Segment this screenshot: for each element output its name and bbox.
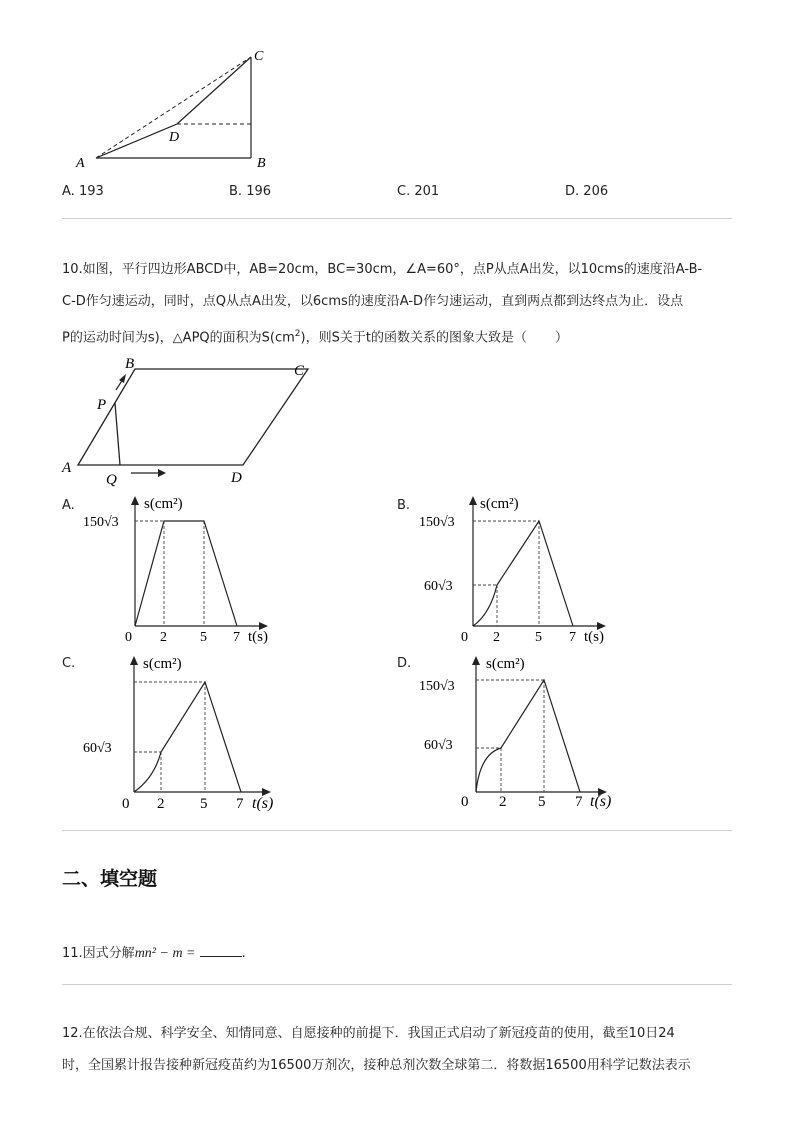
q10-option-c-letter[interactable]: C. <box>62 656 76 671</box>
q10-graph-d-xlabel: t(s) <box>590 793 612 810</box>
q10-line3-pre: P的运动时间为s)，△APQ的面积为S(cm <box>62 330 295 346</box>
q10-graph-a-xlabel: t(s) <box>248 629 268 645</box>
q10-graph-d[interactable] <box>416 648 626 818</box>
q10-graph-c-tick7: 7 <box>236 796 244 812</box>
q10-graph-c-tick2: 2 <box>157 796 165 812</box>
q10-graph-d-tick2: 2 <box>499 794 507 810</box>
q10-graph-c-tick5: 5 <box>200 796 208 812</box>
q10-graph-a-tick2: 2 <box>160 630 167 645</box>
q11-suffix: . <box>241 946 246 961</box>
q10-graph-d-tick5: 5 <box>538 794 546 810</box>
divider-2 <box>62 830 732 831</box>
q12-text-line2: 时，全国累计报告接种新冠疫苗约为16500万剂次，接种总剂次数全球第二．将数据16500用科学记数法表示 <box>62 1058 691 1073</box>
section-title: 二、填空题 <box>62 868 158 890</box>
q10-label-b: B <box>125 356 135 372</box>
q10-graph-b-ylabel: s(cm²) <box>480 496 519 512</box>
q9-option-c-value: 201 <box>414 184 440 199</box>
q10-graph-a-max: 150√3 <box>83 515 119 530</box>
q10-label-p: P <box>97 397 107 413</box>
q9-label-c: C <box>254 49 264 64</box>
q10-text-line3 <box>62 326 568 346</box>
q10-text-line1: 10.如图，平行四边形ABCD中，AB=20cm，BC=30cm，∠A=60°，点P从点A出发，以10cms的速度沿A-B- <box>62 262 703 277</box>
q9-option-b[interactable] <box>229 184 271 199</box>
q10-graph-b-xlabel: t(s) <box>584 629 604 645</box>
q10-label-a: A <box>62 460 72 476</box>
q10-graph-d-mid: 60√3 <box>424 738 453 753</box>
q10-graph-a-tick7: 7 <box>233 630 240 645</box>
q12-text-line1: 12.在依法合规、科学安全、知情同意、自愿接种的前提下．我国正式启动了新冠疫苗的使用，截至10日24 <box>62 1026 675 1041</box>
q10-label-c: C <box>294 363 305 379</box>
q10-graph-a-ylabel: s(cm²) <box>144 496 183 512</box>
q10-line3-post: )，则S关于t的函数关系的图象大致是（ <box>300 330 527 346</box>
q11-expression: mn² − m = <box>134 946 196 961</box>
q10-graph-b-max: 150√3 <box>419 515 455 530</box>
q10-graph-c-tick0: 0 <box>122 796 130 812</box>
q9-label-b: B <box>257 156 266 171</box>
q10-option-a-letter[interactable]: A. <box>62 498 75 513</box>
q10-graph-c-ylabel: s(cm²) <box>143 656 182 672</box>
q10-option-d-letter[interactable]: D. <box>397 656 412 671</box>
q9-option-c[interactable] <box>397 184 439 199</box>
q9-option-a-value: 193 <box>78 184 104 199</box>
q10-parallelogram-figure <box>58 352 318 488</box>
q10-graph-a[interactable] <box>80 490 290 650</box>
q10-graph-d-max: 150√3 <box>419 679 455 694</box>
q10-graph-b[interactable] <box>416 490 626 650</box>
q9-option-d[interactable] <box>565 184 608 199</box>
q9-label-d: D <box>169 130 180 145</box>
q10-graph-c-mid: 60√3 <box>83 741 112 756</box>
q10-label-q: Q <box>106 472 117 488</box>
q11-text <box>62 944 246 962</box>
q9-option-b-letter: B. <box>229 184 243 199</box>
q9-option-a[interactable] <box>62 184 104 199</box>
q9-triangle-figure <box>70 44 280 174</box>
q10-graph-d-tick0: 0 <box>461 794 469 810</box>
q9-option-b-value: 196 <box>246 184 272 199</box>
q10-option-b-letter[interactable]: B. <box>397 498 411 513</box>
q10-graph-b-mid: 60√3 <box>424 579 453 594</box>
q9-option-d-letter: D. <box>565 184 580 199</box>
q11-prefix: 11.因式分解 <box>62 946 135 961</box>
divider-3 <box>62 984 732 985</box>
q9-option-d-value: 206 <box>583 184 609 199</box>
q10-text-line2: C-D作匀速运动，同时，点Q从点A出发，以6cms的速度沿A-D作匀速运动，直到两点都到达终点为止．设点 <box>62 294 684 309</box>
q9-label-a: A <box>76 156 85 171</box>
q10-line3-close: ） <box>554 330 568 346</box>
divider-1 <box>62 218 732 219</box>
q10-graph-b-tick2: 2 <box>493 630 500 645</box>
q10-graph-d-ylabel: s(cm²) <box>486 656 525 672</box>
q9-option-a-letter: A. <box>62 184 75 199</box>
q10-graph-c-xlabel: t(s) <box>252 795 274 812</box>
q10-graph-c[interactable] <box>80 648 290 818</box>
q10-graph-d-tick7: 7 <box>575 794 583 810</box>
q10-graph-b-tick0: 0 <box>461 630 468 645</box>
q10-label-d: D <box>231 470 242 486</box>
q10-graph-b-tick7: 7 <box>569 630 576 645</box>
q10-line3-sup: 2 <box>294 329 301 339</box>
q9-option-c-letter: C. <box>397 184 411 199</box>
q11-answer-blank[interactable] <box>200 944 242 957</box>
q10-graph-b-tick5: 5 <box>535 630 542 645</box>
q10-graph-a-tick0: 0 <box>125 630 132 645</box>
q10-graph-a-tick5: 5 <box>200 630 207 645</box>
